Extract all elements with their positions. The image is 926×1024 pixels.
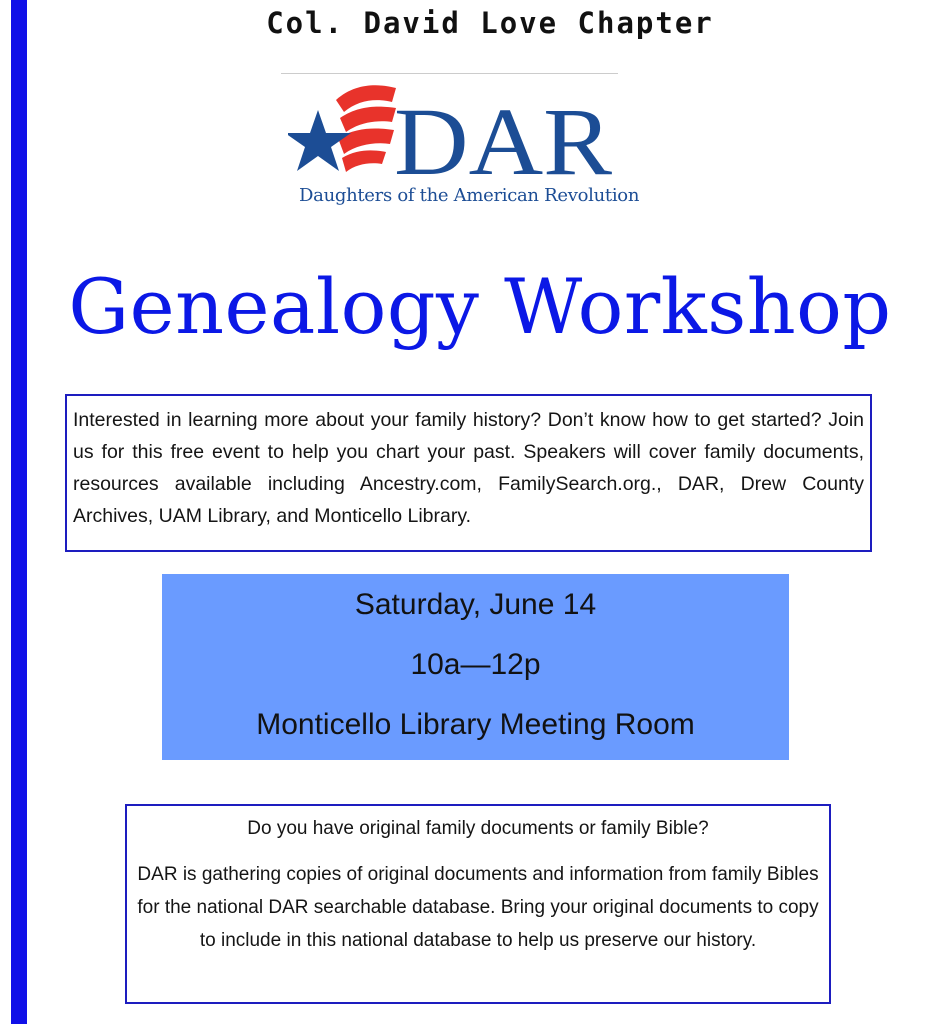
documents-body: DAR is gathering copies of original documents and information from family Bibles for the national DAR searchable database. Bring your original documents to copy to include in this national database to help us preserve our history. <box>137 864 819 951</box>
left-accent-bar <box>11 0 27 1024</box>
chapter-name: Col. David Love Chapter <box>266 6 714 40</box>
documents-box <box>125 804 831 1004</box>
logo-tagline: Daughters of the American Revolution <box>299 185 640 206</box>
event-details-box <box>162 574 789 760</box>
event-time: 10a—12p <box>410 648 541 681</box>
logo-wordmark: DAR <box>394 88 612 195</box>
logo-stripe <box>342 150 386 172</box>
logo-stripe <box>340 107 396 132</box>
event-location: Monticello Library Meeting Room <box>256 708 695 741</box>
event-date: Saturday, June 14 <box>354 588 597 621</box>
star-and-stripes-icon <box>288 85 396 172</box>
documents-question: Do you have original family documents or family Bible? <box>247 818 709 839</box>
logo-stripe <box>338 128 394 154</box>
intro-text: Interested in learning more about your family history? Don’t know how to get started? Join us for this free event to help you chart your past. Speakers will cover family documents, resources available including Ancestry.com, FamilySearch.org., DAR, Drew County Archives, UAM Library, and Monticello Library. <box>73 409 864 527</box>
page-title: Genealogy Workshop <box>68 262 892 351</box>
logo-divider <box>281 73 618 74</box>
intro-box <box>65 394 872 552</box>
